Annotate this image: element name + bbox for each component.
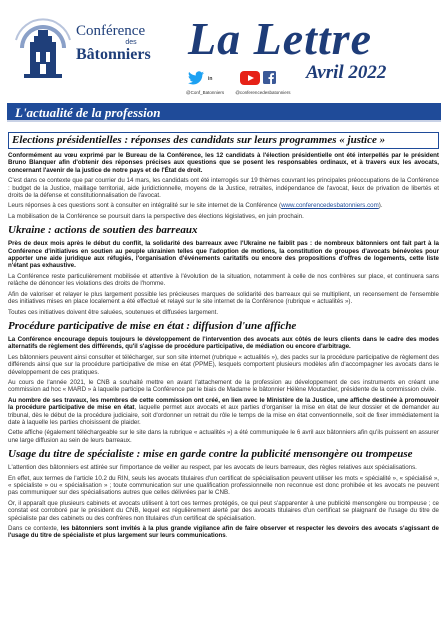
paragraph: L'attention des bâtonniers est attirée sur l'importance de veiller au respect, par les avocats de leurs barreaux, des règles relatives aux spécialisations. bbox=[8, 464, 417, 472]
main-content bbox=[8, 128, 439, 543]
conference-name-line1: Conférence bbox=[76, 23, 146, 39]
facebook-handle[interactable]: @conferencedesbatonniers bbox=[235, 90, 291, 95]
conference-logo bbox=[14, 18, 72, 80]
paragraph bbox=[8, 152, 439, 174]
paragraph: La Conférence reste particulièrement mobilisée et attentive à l'évolution de la situation, notamment à celle de nos confrères sur place, et continuera sans relâche de dénoncer les violations des droits de l'homme. bbox=[8, 272, 439, 288]
paragraph bbox=[8, 397, 439, 427]
conference-name bbox=[76, 24, 186, 63]
section-title-procedure: Procédure participative de mise en état : diffusion d'une affiche bbox=[8, 319, 297, 332]
conference-name-line2: des bbox=[125, 39, 137, 46]
paragraph bbox=[8, 525, 439, 540]
paragraph-bold: Près de deux mois après le début du conflit, la solidarité des barreaux avec l'Ukraine ne faiblit pas : de nombreux bâtonniers ont fait part à la Conférence d'initiatives en soutien au peuple ukrainien telles que l'adoption de motions, la constitution de groupes d'avocats bénévoles pour apporter une aide juridique aux réfugiés, l'organisation d'événements caritatifs ou encore des propositions d'offres de logements, cette liste n'étant pas exhaustive. bbox=[8, 240, 439, 270]
paragraph-bold: Au nombre de ses travaux, les membres de cette commission ont créé, en lien avec le Ministère de la Justice, une affiche destinée à promouvoir la procédure participative de mise en état bbox=[8, 396, 439, 412]
text: Dans ce contexte, bbox=[8, 525, 61, 533]
website-link[interactable]: www.conferencedesbatonniers.com bbox=[281, 202, 379, 210]
section-title-elections: Elections présidentielles : réponses des candidats sur leurs programmes « justice » bbox=[8, 132, 439, 149]
text: . bbox=[225, 532, 228, 540]
section-title-specialiste: Usage du titre de spécialiste : mise en garde contre la publicité mensongère ou trompeuse bbox=[8, 448, 413, 461]
header bbox=[0, 0, 447, 104]
twitter-icon[interactable] bbox=[188, 71, 204, 85]
section-title-ukraine: Ukraine : actions de soutien des barreaux bbox=[8, 224, 198, 237]
paragraph: Cette affiche (également téléchargeable sur le site dans la rubrique « actualités ») a été communiquée le 6 avril aux bâtonniers afin qu'ils puissent en assurer une large diffusion au sein de leurs barreaux. bbox=[8, 429, 439, 444]
paragraph: La mobilisation de la Conférence se poursuit dans la perspective des élections législatives, en juin prochain. bbox=[8, 212, 304, 220]
paragraph-bold: les bâtonniers sont invités à la plus grande vigilance afin de faire observer et respecter les devoirs des avocats s'agissant de l'usage du titre de spécialiste et plus largement sur leurs communications bbox=[8, 525, 440, 540]
paragraph: En effet, aux termes de l'article 10.2 du RIN, seuls les avocats titulaires d'un certificat de spécialisation peuvent utiliser les mots « spécialité », « spécialisé », « spécialiste » ou « spécialisation » ; toute communication sur une qualification professionnelle non reconnue est donc prohibée et les avocats ne peuvent pas communiquer sur des spécialisations autres que celles délivrées par le CNB. bbox=[8, 474, 439, 497]
twitter-handle[interactable]: @Conf_Batonniers bbox=[186, 90, 225, 95]
text: Leurs réponses à ces questions sont à consulter en intégralité sur le site internet de la Conférence ( bbox=[8, 202, 282, 210]
paragraph bbox=[8, 336, 439, 351]
paragraph: Les bâtonniers peuvent ainsi consulter et télécharger, sur son site internet (rubrique « actualités »), des packs sur la procédure participative de règlement des différends ainsi que sur la procédure participative de mise en état (PPME), lesquels comportent plusieurs modèles afin d'accompagner les avocats dans le développement de ces pratiques. bbox=[8, 353, 439, 376]
text: ). bbox=[378, 202, 383, 210]
newsletter-title: La Lettre bbox=[188, 13, 372, 64]
paragraph: Toutes ces initiatives doivent être saluées, soutenues et diffusées largement. bbox=[8, 308, 219, 316]
paragraph-bold: La Conférence encourage depuis toujours le développement de l'intervention des avocats aux côtés de leurs clients dans le cadre des modes alternatifs de règlement des différends, qu'il s'agisse de procédure participative, de médiation ou encore d'arbitrage. bbox=[8, 335, 439, 351]
facebook-icon[interactable] bbox=[263, 71, 276, 84]
paragraph: Au cours de l'année 2021, le CNB a souhaité mettre en avant l'attachement de la profession au développement de ces instruments en créant une commission ad hoc « MARD » à laquelle participe la Conférence par le biais de Madame le bâtonnier Hélène Moutardier, présidente de la commission civile. bbox=[8, 378, 439, 394]
conference-name-line3: Bâtonniers bbox=[76, 46, 151, 63]
paragraph bbox=[8, 240, 439, 270]
social-handles bbox=[186, 90, 300, 95]
banner-title: L'actualité de la profession bbox=[15, 105, 161, 120]
section-banner bbox=[7, 103, 441, 122]
issue-date: Avril 2022 bbox=[306, 62, 387, 83]
paragraph-bold: Conformément au vœu exprimé par le Bureau de la Conférence, les 12 candidats à l'élection présidentielle ont été interpellés par le président Bruno Blanquer afin d'obtenir des réponses précises aux questions que se posent les responsables ordinaux, et à travers eux les avocats, concernant l'avenir de la justice de notre pays et de l'État de droit. bbox=[8, 152, 439, 174]
linkedin-icon[interactable]: in bbox=[208, 76, 213, 82]
paragraph: C'est dans ce contexte que par courrier du 14 mars, les candidats ont été interrogés sur 19 thèmes couvrant les principales préoccupations de la Conférence : budget de la Justice, maillage territorial, aide juridictionnelle, moyens de la Justice, retraites, indépendance de l'avocat, lieux de privation de libertés et droits de la défense et constitutionnalisation de l'avocat. bbox=[8, 177, 439, 200]
youtube-icon[interactable] bbox=[240, 71, 260, 85]
paragraph bbox=[8, 202, 439, 209]
paragraph: Afin de valoriser et relayer le plus largement possible les précieuses marques de solidarité des barreaux qui se multiplient, un recensement de l'ensemble des initiatives mises en place localement a été effectué et relayé sur le site internet de la Conférence (rubrique « actualités »). bbox=[8, 290, 439, 306]
text: , laquelle permet aux avocats et aux parties d'organiser la mise en état de leur dossier et de demander au tribunal, dès le début de la procédure judiciaire, soit d'ordonner un retrait du rôle le temps de la mise en état conventionnelle, soit de fixer immédiatement la date à laquelle les parties choisissent de plaider. bbox=[8, 404, 439, 426]
paragraph: Or, il apparaît que plusieurs cabinets et avocats utilisent à tort ces termes protégés, ce qui peut s'apparenter à une publicité mensongère ou trompeuse ; ce constat est corroboré par le président du CNB, lequel est régulièrement alerté par des avocats titulaires d'un certificat se plaignant de l'usage du titre de spécialiste par des cabinets ou des confrères non titulaires d'un certificat de spécialisation. bbox=[8, 499, 439, 522]
